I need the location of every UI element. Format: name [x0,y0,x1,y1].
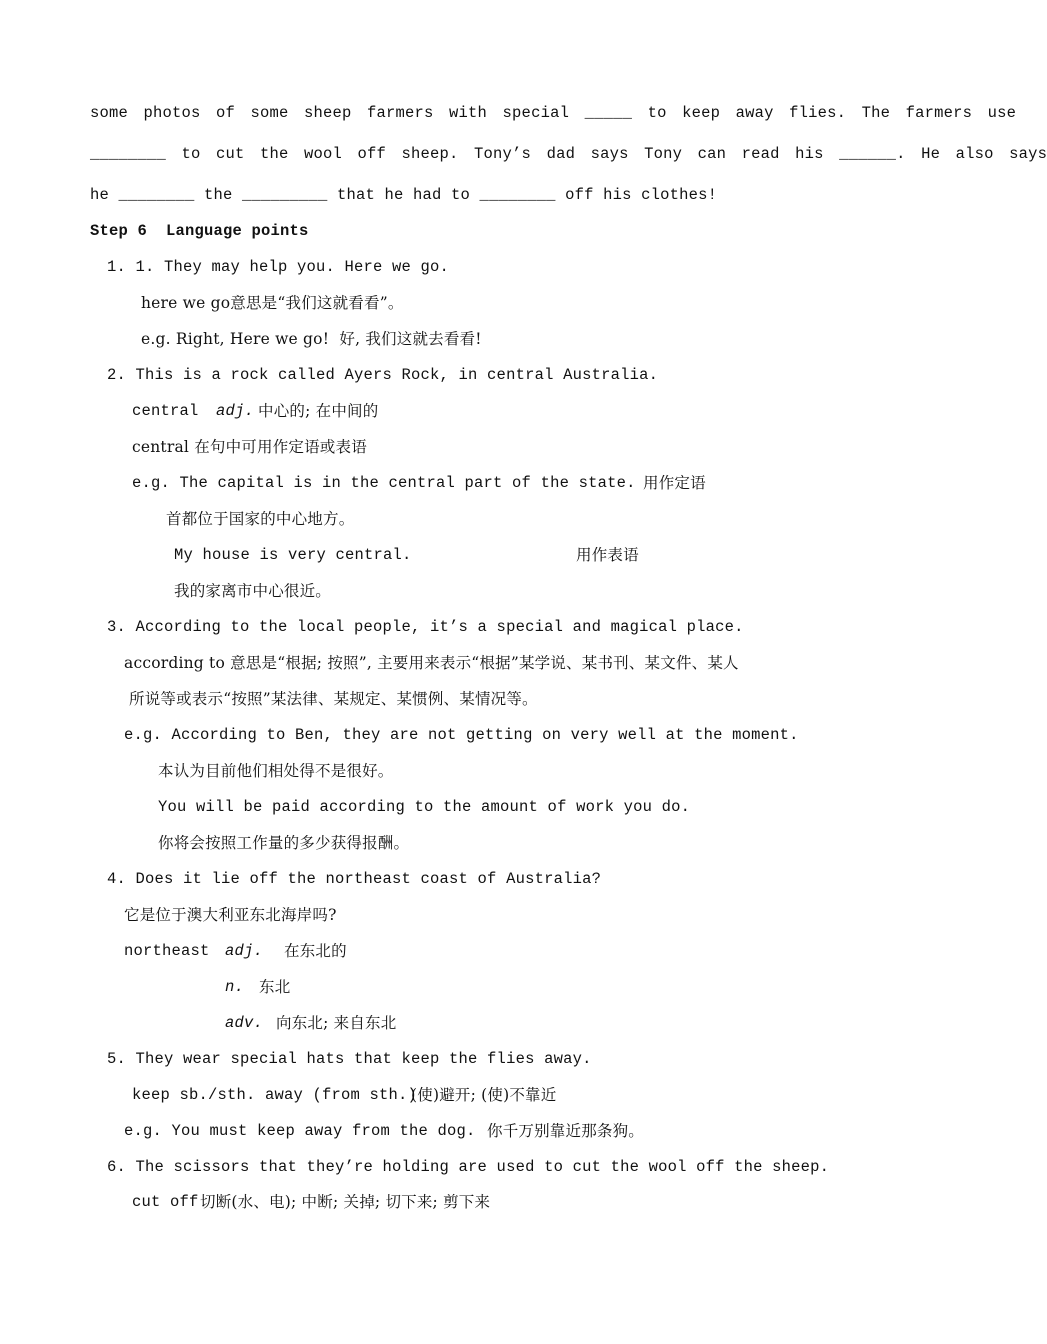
point-5-meaning-text: (使)避开; (使)不靠近 [411,1086,557,1104]
point-4-meaning-adj [284,941,347,962]
point-1-example-text: e.g. Right, Here we go! 好, 我们这就去看看! [141,330,482,348]
point-2-example-1-tag-text: 用作定语 [643,474,706,492]
point-4-pos-n-text: n. [225,978,245,996]
point-3-note-1-text: according to 意思是“根据; 按照”, 主要用来表示“根据”某学说、某书刊、某文件、某人 [124,654,739,672]
point-4-pos-adj-text: adj. [225,942,264,960]
point-3-example-1: e.g. According to Ben, they are not getting on very well at the moment. [124,726,799,744]
point-1-note-text: here we go意思是“我们这就看看”。 [141,294,404,312]
point-6-title: 6. The scissors that they’re holding are used to cut the wool off the sheep. [107,1158,830,1176]
point-4-meaning-adj-text: 在东北的 [284,942,347,960]
point-4-meaning-adv-text: 向东北; 来自东北 [276,1014,397,1032]
point-5-example-cn [487,1121,644,1142]
point-2-example-2-tag-text: 用作表语 [576,546,639,564]
point-4-pos-adv [225,1013,263,1033]
point-3-example-2-cn [158,833,409,854]
point-2-example-1-cn [166,509,354,530]
point-2-word: central [132,402,199,420]
point-5-title: 5. They wear special hats that keep the flies away. [107,1050,592,1068]
point-2-example-2-cn [174,581,331,602]
point-5-example-cn-text: 你千万别靠近那条狗。 [487,1122,645,1140]
point-3-example-2-cn-text: 你将会按照工作量的多少获得报酬。 [158,834,410,852]
point-2-example-1: e.g. The capital is in the central part of the state. [132,474,636,492]
point-4-meaning-n-text: 东北 [259,978,291,996]
point-2-example-1-cn-text: 首都位于国家的中心地方。 [166,510,355,528]
point-4-pos-adj [225,941,263,961]
point-3-note-2 [129,689,538,710]
point-3-note-2-text: 所说等或表示“按照”某法律、某规定、某惯例、某情况等。 [129,690,538,708]
point-4-meaning-adv [276,1013,396,1034]
point-2-meaning [258,401,378,422]
intro-line-1: some photos of some sheep farmers with special _____ to keep away flies. The farmers use [90,104,1017,122]
point-4-pos-n [225,977,244,997]
point-4-cn [124,905,337,926]
point-6-phrase: cut off [132,1193,199,1211]
point-2-usage [132,437,367,458]
point-3-title: 3. According to the local people, it’s a special and magical place. [107,618,744,636]
step-heading: Step 6 Language points [90,222,309,240]
point-6-meaning [200,1192,490,1213]
point-3-note-1 [124,653,739,674]
point-2-meaning-text: 中心的; 在中间的 [258,402,379,420]
point-2-pos [216,401,254,421]
point-4-word: northeast [124,942,210,960]
point-2-usage-text: central 在句中可用作定语或表语 [132,438,367,456]
point-1-example [141,329,482,350]
point-5-example: e.g. You must keep away from the dog. [124,1122,476,1140]
point-3-example-1-cn [158,761,394,782]
point-4-pos-adv-text: adv. [225,1014,264,1032]
point-4-cn-text: 它是位于澳大利亚东北海岸吗? [124,906,337,924]
point-1-title: 1. 1. They may help you. Here we go. [107,258,450,276]
point-2-example-1-tag [643,473,706,494]
point-2-title: 2. This is a rock called Ayers Rock, in central Australia. [107,366,659,384]
point-2-pos-text: adj. [216,402,255,420]
point-2-example-2-tag [576,545,639,566]
point-4-title: 4. Does it lie off the northeast coast of Australia? [107,870,602,888]
point-4-meaning-n [259,977,290,998]
point-6-meaning-text: 切断(水、电); 中断; 关掉; 切下来; 剪下来 [200,1193,491,1211]
point-2-example-2: My house is very central. [174,546,412,564]
point-5-phrase: keep sb./sth. away (from sth.) [132,1086,418,1104]
intro-line-3: he ________ the _________ that he had to ________ off his clothes! [90,186,718,204]
point-3-example-2: You will be paid according to the amount of work you do. [158,798,691,816]
intro-line-2: ________ to cut the wool off sheep. Tony’s dad says Tony can read his ______. He also says [90,145,1047,163]
point-3-example-1-cn-text: 本认为目前他们相处得不是很好。 [158,762,394,780]
point-1-note [141,293,404,314]
point-5-meaning [411,1085,556,1106]
point-2-example-2-cn-text: 我的家离市中心很近。 [174,582,332,600]
